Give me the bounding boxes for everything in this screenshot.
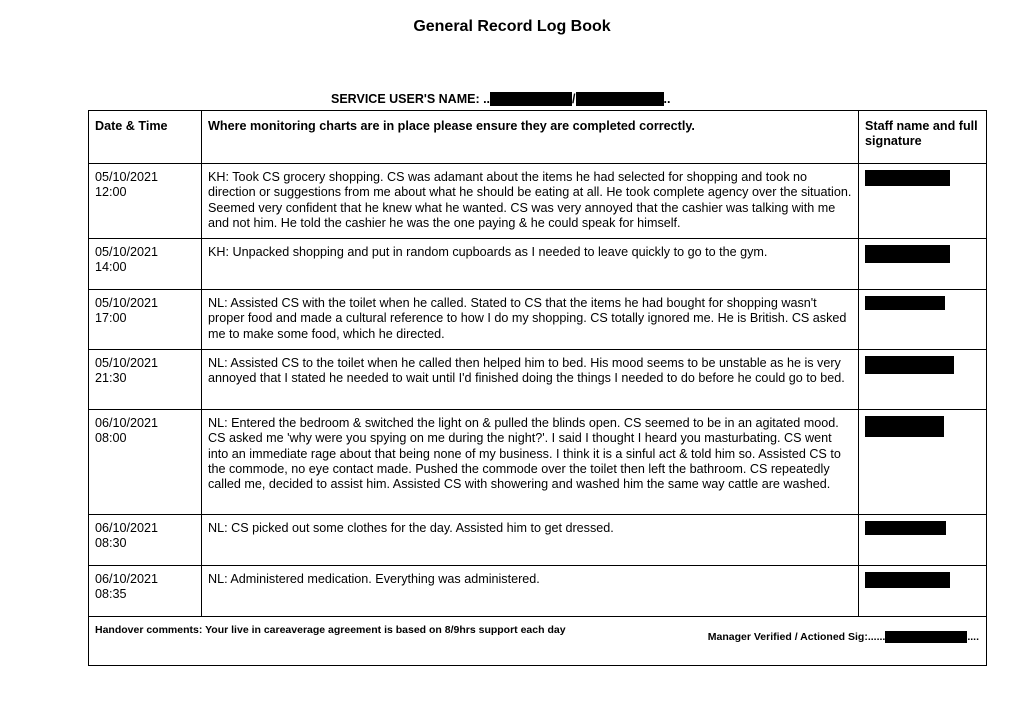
table-row [89,515,987,566]
service-user-label: SERVICE USER'S NAME: .. [331,92,491,106]
manager-verification [708,630,979,645]
redacted-signature [865,572,950,588]
header-date-time: Date & Time [89,111,202,164]
redacted-last-name [576,92,664,106]
handover-comments: Handover comments: Your live in careaverage agreement is based on 8/9hrs support each day [95,624,566,636]
entry-signature [859,290,987,350]
entry-time: 08:35 [95,587,127,602]
entry-date: 06/10/2021 [95,521,159,535]
entry-date: 06/10/2021 [95,416,159,430]
entry-datetime [89,290,202,350]
entry-time: 08:30 [95,536,127,551]
entry-note: NL: Assisted CS to the toilet when he called then helped him to bed. His mood seems to be unstable as he is very annoyed that I stated he needed to wait until I'd finished doing the things I needed to do before he could go to bed. [202,350,859,410]
entry-signature [859,164,987,239]
table-row [89,566,987,617]
redacted-signature [865,170,950,186]
manager-verification-trail: .... [967,631,979,643]
entry-time: 14:00 [95,260,127,275]
entry-signature [859,515,987,566]
redacted-signature [865,356,954,374]
redacted-signature [865,521,946,535]
service-user-trail: .. [663,92,671,106]
entry-time: 21:30 [95,371,127,386]
entry-note: KH: Unpacked shopping and put in random cupboards as I needed to leave quickly to go to the gym. [202,239,859,290]
redacted-manager-signature [885,631,967,643]
entry-signature [859,410,987,515]
entry-signature [859,239,987,290]
redacted-signature [865,416,944,437]
entry-time: 17:00 [95,311,127,326]
table-header-row [89,111,987,164]
entry-note: NL: Entered the bedroom & switched the light on & pulled the blinds open. CS seemed to be in an agitated mood. CS asked me 'why were you spying on me during the night?'. I said I thought I heard you masturbating. CS went into an immediate rage about that being none of my business. I think it is a sinful act & told him so. Assisted CS to the commode, no eye contact made. Pushed the commode over the toilet then left the bathroom. CS repeatedly called me, decided to assist him. Assisted CS with showering and washed him the same way cattle are washed. [202,410,859,515]
header-staff: Staff name and full signature [859,111,987,164]
redacted-first-name [490,92,572,106]
table-row [89,410,987,515]
table-row [89,239,987,290]
entry-date: 05/10/2021 [95,245,159,259]
header-notes: Where monitoring charts are in place please ensure they are completed correctly. [202,111,859,164]
service-user-name-line [331,92,670,106]
footer-cell [89,617,987,666]
manager-verification-label: Manager Verified / Actioned Sig:...... [707,631,886,643]
entry-time: 12:00 [95,185,127,200]
entry-date: 05/10/2021 [95,170,159,184]
service-user-separator: / [572,92,576,106]
entry-datetime [89,410,202,515]
entry-datetime [89,515,202,566]
entry-note: KH: Took CS grocery shopping. CS was adamant about the items he had selected for shopping and took no direction or suggestions from me about what he should be eating at all. He took complete agency over the situation. Seemed very confident that he knew what he wanted. CS was very annoyed that the cashier was talking with me and not him. He told the cashier he was the one paying & he could speak for himself. [202,164,859,239]
entry-date: 05/10/2021 [95,296,159,310]
entry-datetime [89,239,202,290]
entry-note: NL: CS picked out some clothes for the day. Assisted him to get dressed. [202,515,859,566]
entry-time: 08:00 [95,431,127,446]
redacted-signature [865,296,945,310]
entry-datetime [89,566,202,617]
page-title: General Record Log Book [413,18,611,35]
record-log-table [88,110,987,666]
table-row [89,164,987,239]
entry-date: 05/10/2021 [95,356,159,370]
redacted-signature [865,245,950,263]
table-row [89,350,987,410]
entry-signature [859,350,987,410]
table-footer-row [89,617,987,666]
entry-note: NL: Administered medication. Everything was administered. [202,566,859,617]
table-row [89,290,987,350]
entry-datetime [89,164,202,239]
entry-note: NL: Assisted CS with the toilet when he called. Stated to CS that the items he had bought for shopping wasn't proper food and made a cultural reference to how I do my shopping. CS totally ignored me. He is British. CS asked me to make some food, which he directed. [202,290,859,350]
entry-date: 06/10/2021 [95,572,159,586]
entry-datetime [89,350,202,410]
entry-signature [859,566,987,617]
